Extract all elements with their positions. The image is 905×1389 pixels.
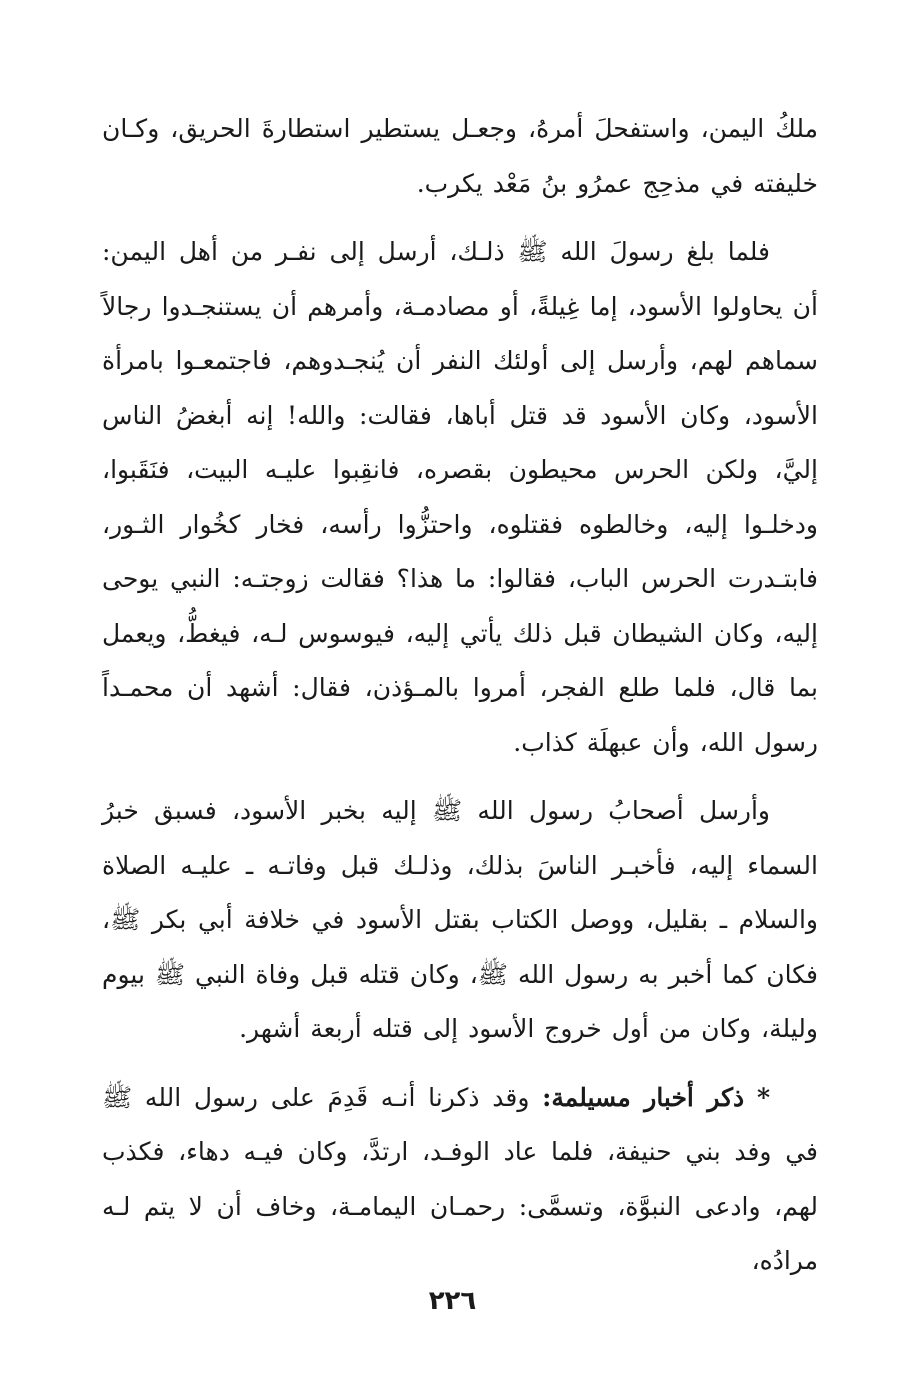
paragraph-musaylima <box>102 1071 818 1289</box>
paragraph-continuation <box>102 102 818 211</box>
paragraph-gap <box>102 1057 818 1071</box>
bullet-marker: * <box>756 1082 771 1112</box>
paragraph-gap <box>102 770 818 784</box>
paragraph-text: ملكُ اليمن، واستفحلَ أمرهُ، وجعـل يستطير استطارةَ الحريق، وكـان خليفته في مذحِج عمرُو بنُ مَعْد يكرب. <box>102 114 818 198</box>
paragraph-gap <box>102 211 818 225</box>
page-number: ٢٢٦ <box>428 1286 477 1316</box>
paragraph-news-of-heaven <box>102 784 818 1057</box>
page-body <box>102 102 818 1289</box>
paragraph-text: وقد ذكرنا أنـه قَدِمَ على رسول الله ﷺ في وفد بني حنيفة، فلما عاد الوفـد، ارتدَّ، وكان فيـه دهاء، فكذب لهم، وادعى النبوَّة، وتسمَّى: رحمـان اليمامـة، وخاف أن لا يتم لـه مرادُه، <box>102 1082 818 1275</box>
paragraph-text: وأرسل أصحابُ رسول الله ﷺ إليه بخبر الأسود، فسبق خبرُ السماء إليه، فأخبـر الناسَ بذلك، وذلـك قبل وفاتـه ـ عليـه الصلاة والسلام ـ بقليل، ووصل الكتاب بقتل الأسود في خلافة أبي بكر ﷺ، فكان كما أخبر به رسول الله ﷺ، وكان قتله قبل وفاة النبي ﷺ بيوم وليلة، وكان من أول خروج الأسود إلى قتله أربعة أشهر. <box>102 796 818 1043</box>
paragraph-aswad-killing <box>102 225 818 770</box>
section-heading: ذكر أخبار مسيلمة: <box>542 1082 745 1112</box>
paragraph-text: فلما بلغ رسولَ الله ﷺ ذلـك، أرسل إلى نفـر من أهل اليمن: أن يحاولوا الأسود، إما غِيلةً، أو مصادمـة، وأمرهم أن يستنجـدوا رجالاً سماهم لهم، وأرسل إلى أولئك النفر أن يُنجـدوهم، فاجتمعـوا بامرأة الأسود، وكان الأسود قد قتل أباها، فقالت: والله! إنه أبغضُ الناس إليَّ، ولكن الحرس محيطون بقصره، فانقِبوا عليـه البيت، فنَقَبوا، ودخلـوا إليه، وخالطوه فقتلوه، واحتزُّوا رأسه، فخار كخُوار الثـور، فابتـدرت الحرس الباب، فقالوا: ما هذا؟ فقالت زوجتـه: النبي يوحى إليه، وكان الشيطان قبل ذلك يأتي إليه، فيوسوس لـه، فيغطُّ، ويعمل بما قال، فلما طلع الفجر، أمروا بالمـؤذن، فقال: أشهد أن محمـداً رسول الله، وأن عبهلَة كذاب. <box>102 237 818 757</box>
